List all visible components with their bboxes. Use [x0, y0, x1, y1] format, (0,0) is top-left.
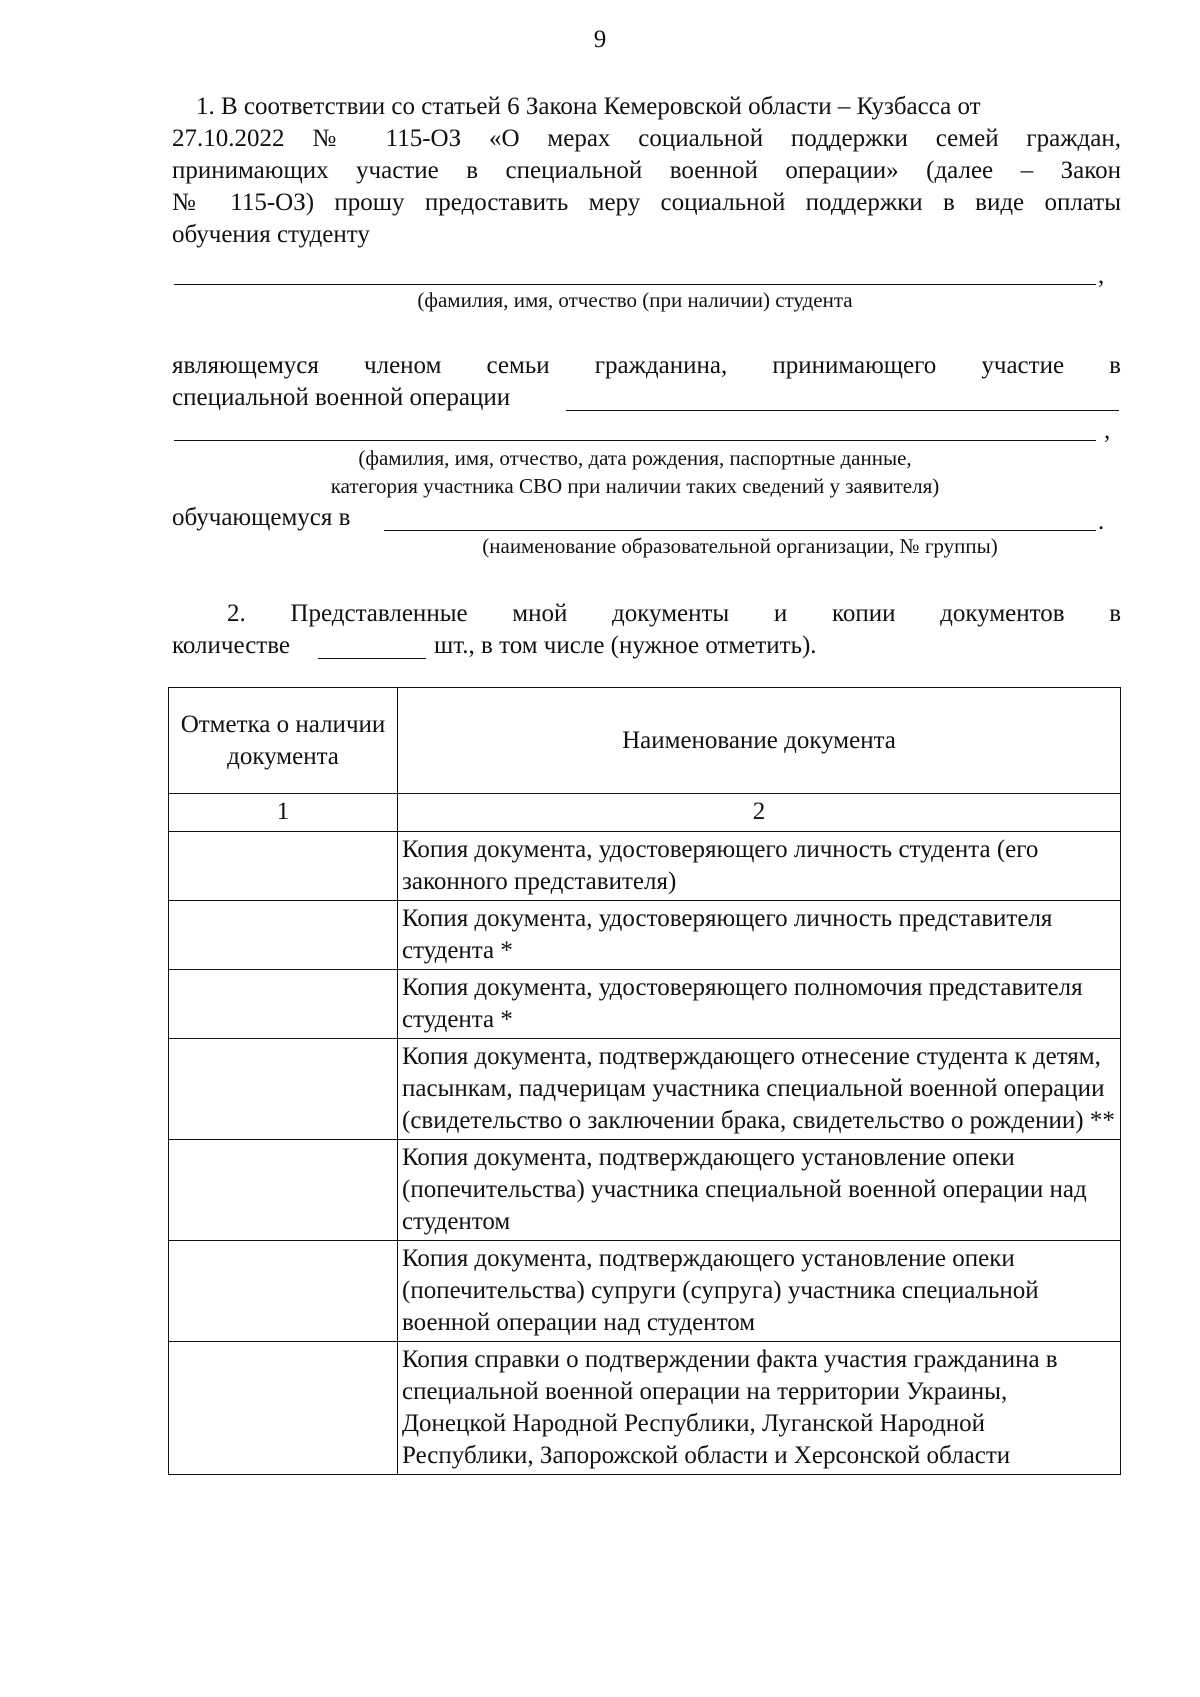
document-name: Копия справки о подтверждении факта участия гражданина в специальной военной операции на территории Украины, Донецкой Народной Республики, Луганской Народной Республики, Запорожской области и Херсонской области — [398, 1342, 1121, 1475]
table-row — [169, 901, 1121, 970]
participant-field-2[interactable] — [174, 440, 1096, 441]
participant-caption-2: категория участника СВО при наличии таких сведений у заявителя) — [330, 474, 940, 498]
student-name-field[interactable] — [174, 284, 1096, 285]
organization-field[interactable] — [384, 530, 1096, 531]
mark-cell[interactable] — [169, 1039, 398, 1140]
table-row — [169, 1342, 1121, 1475]
section1-line-1: 1. В соответствии со статьей 6 Закона Кемеровской области – Кузбасса от — [196, 93, 981, 120]
member-line-1: являющемуся членом семьи гражданина, принимающего участие в — [172, 352, 1121, 379]
section1-line-4: № 115-ОЗ) прошу предоставить меру социальной поддержки в виде оплаты — [172, 189, 1121, 216]
page-number: 9 — [593, 26, 607, 53]
section2-quantity-label: количестве — [172, 632, 290, 659]
comma: , — [1104, 417, 1111, 444]
section1-line-2: 27.10.2022 № 115-ОЗ «О мерах социальной поддержки семей граждан, — [172, 125, 1121, 152]
column-number-2: 2 — [398, 794, 1121, 832]
table-row — [169, 1140, 1121, 1241]
mark-cell[interactable] — [169, 901, 398, 970]
documents-table — [168, 687, 1121, 1475]
comma: , — [1098, 262, 1105, 289]
mark-cell[interactable] — [169, 832, 398, 901]
header-document-name: Наименование документа — [398, 688, 1121, 794]
member-line-2: специальной военной операции — [172, 384, 511, 411]
table-header-row — [169, 688, 1121, 794]
column-number-row — [169, 794, 1121, 832]
document-name: Копия документа, удостоверяющего личность представителя студента * — [398, 901, 1121, 970]
participant-field-1[interactable] — [566, 410, 1119, 411]
document-name: Копия документа, удостоверяющего полномочия представителя студента * — [398, 970, 1121, 1039]
column-number-1: 1 — [169, 794, 398, 832]
table-row — [169, 832, 1121, 901]
mark-cell[interactable] — [169, 1241, 398, 1342]
document-name: Копия документа, подтверждающего установление опеки (попечительства) участника специальной военной операции над студентом — [398, 1140, 1121, 1241]
participant-caption-1: (фамилия, имя, отчество, дата рождения, паспортные данные, — [358, 446, 912, 470]
section1-line-3: принимающих участие в специальной военной операции» (далее – Закон — [172, 157, 1121, 184]
table-row — [169, 1241, 1121, 1342]
period: . — [1098, 508, 1105, 535]
document-name: Копия документа, подтверждающего отнесение студента к детям, пасынкам, падчерицам участника специальной военной операции (свидетельство о заключении брака, свидетельство о рождении) ** — [398, 1039, 1121, 1140]
mark-cell[interactable] — [169, 1342, 398, 1475]
mark-cell[interactable] — [169, 1140, 398, 1241]
document-name: Копия документа, удостоверяющего личность студента (его законного представителя) — [398, 832, 1121, 901]
section2-quantity-suffix: шт., в том числе (нужное отметить). — [434, 632, 817, 659]
student-name-caption: (фамилия, имя, отчество (при наличии) студента — [417, 288, 853, 312]
table-row — [169, 1039, 1121, 1140]
header-mark: Отметка о наличии документа — [169, 688, 398, 794]
organization-caption: (наименование образовательной организации, № группы) — [482, 534, 998, 558]
section2-line-1: 2. Представленные мной документы и копии документов в — [227, 600, 1121, 627]
document-name: Копия документа, подтверждающего установление опеки (попечительства) супруги (супруга) участника специальной военной операции над студентом — [398, 1241, 1121, 1342]
quantity-field[interactable] — [318, 658, 426, 659]
mark-cell[interactable] — [169, 970, 398, 1039]
studying-label: обучающемуся в — [172, 504, 351, 531]
section1-line-5: обучения студенту — [172, 221, 370, 248]
table-row — [169, 970, 1121, 1039]
